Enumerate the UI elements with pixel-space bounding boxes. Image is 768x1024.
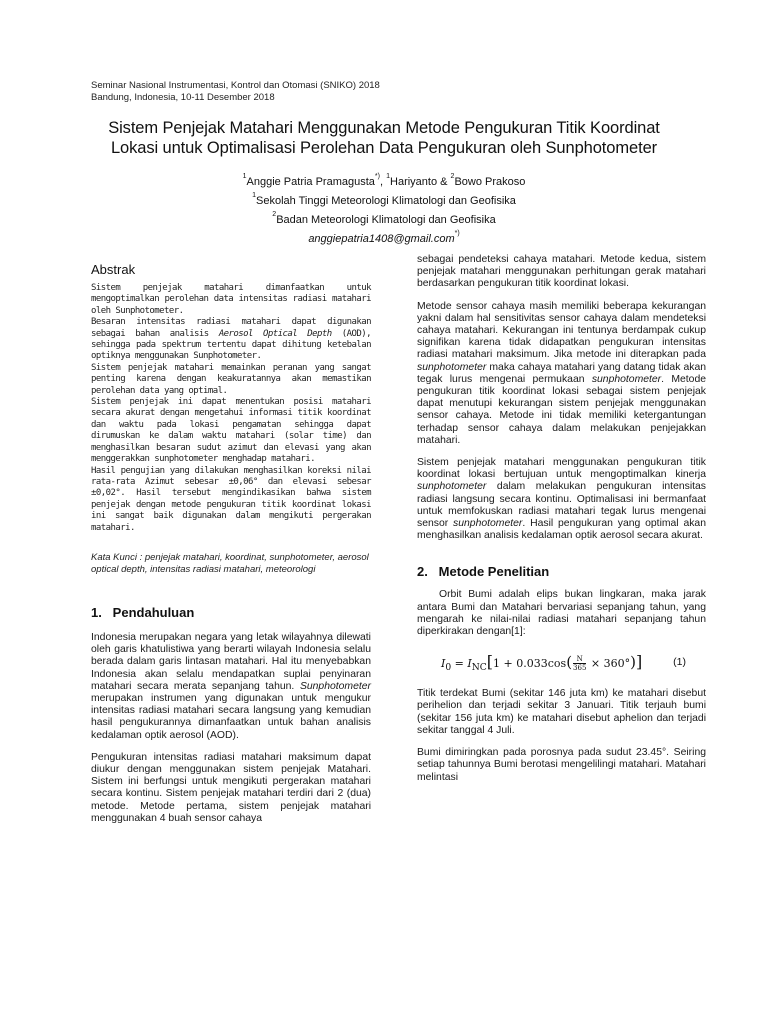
author-separator: ,: [379, 176, 387, 188]
keywords: Kata Kunci : penjejak matahari, koordinat, sunphotometer, aerosol optical depth, intensitas radiasi matahari, meteorologi: [91, 551, 369, 576]
abstract-paragraph: [91, 317, 371, 363]
left-column: [91, 262, 371, 835]
eq-paren: (: [566, 652, 573, 671]
paper-title: [70, 118, 698, 158]
body-emphasis: sunphotometer: [453, 518, 523, 530]
abstract-paragraph: Sistem penjejak matahari dimanfaatkan untuk mengoptimalkan perolehan data intensitas radiasi matahari oleh Sunphotometer.: [91, 283, 371, 316]
author-list: [0, 173, 768, 192]
conference-header: [91, 80, 380, 104]
eq-term: × 360°: [587, 656, 631, 670]
email-line: [0, 230, 768, 249]
author-email[interactable]: anggiepatria1408@gmail.com: [308, 233, 455, 245]
equation-number: (1): [673, 656, 686, 669]
body-paragraph: Titik terdekat Bumi (sekitar 146 juta km) ke matahari disebut perihelion dan terjadi sekitar 3 Januari. Titik terjauh bumi (sekitar 156 juta km) ke matahari disebut aphelion dan terjadi sekitar tanggal 4 Juli.: [417, 688, 706, 736]
body-text: Indonesia merupakan negara yang letak wilayahnya dilewati oleh garis khatulistiwa yang berarti wilayah Indonesia selalu berada dalam garis lintasan matahari. Hal itu menyebabkan Indonesia akan selalu mendapatkan suplai penyinaran matahari secara merata sepanjang tahun.: [91, 631, 371, 692]
body-paragraph: Orbit Bumi adalah elips bukan lingkaran, maka jarak antara Bumi dan Matahari bervariasi sepanjang tahun, yang mengarah ke nilai-nilai radiasi matahari sepanjang tahun diperkirakan dengan[1]:: [417, 589, 706, 638]
affiliation-2: [0, 211, 768, 230]
paper-title-line-1: Sistem Penjejak Matahari Menggunakan Metode Pengukuran Titik Koordinat: [108, 119, 660, 137]
author-block: [0, 173, 768, 249]
eq-operator: =: [451, 656, 468, 670]
body-emphasis: Sunphotometer: [299, 680, 371, 692]
abstract-paragraph: Hasil pengujian yang dilakukan menghasilkan koreksi nilai rata-rata Azimut sebesar ±0,06° dan elevasi sebesar ±0,02°. Hasil tersebut mengindikasikan bahwa sistem penjejak dengan metode pengukuran titik koordinat lokasi ini sangat baik digunakan dalam mengikuti pergerakan matahari.: [91, 465, 371, 533]
body-paragraph: sebagai pendeteksi cahaya matahari. Metode kedua, sistem penjejak matahari menggunakan perhitungan gerak matahari berdasarkan pengukuran titik koordinat lokasi.: [417, 254, 706, 290]
eq-subscript: 0: [445, 661, 452, 673]
body-text: . Hasil pengukuran yang optimal akan menghasilkan analisis kedalaman optik aerosol secara akurat.: [417, 518, 706, 542]
right-column: [417, 254, 706, 794]
body-text: . Metode pengukuran titik koordinat lokasi sebagai sistem penjejak dapat menutupi kekurangan sistem penjejak menggunakan sensor cahaya. Metode ini tidak memiliki ketergantungan terhadap sensor cahaya dalam melakukan penjejakkan matahari.: [417, 373, 706, 446]
body-paragraph: Bumi dimiringkan pada porosnya pada sudut 23.45°. Seiring setiap tahunnya Bumi berotasi mengelilingi matahari. Matahari melintasi: [417, 747, 706, 783]
eq-symbol: I: [467, 656, 472, 670]
corresponding-marker: *): [454, 230, 460, 237]
eq-subscript: NC: [471, 661, 487, 673]
eq-fraction-numerator: N: [573, 655, 586, 664]
body-paragraph: Pengukuran intensitas radiasi matahari maksimum dapat diukur dengan menggunakan sistem penjejak Matahari. Sistem ini berfungsi untuk mengikuti pergerakan matahari secara kontinu. Sistem penjejak matahari terdiri dari 2 (dua) metode. Metode pertama, sistem penjejak matahari menggunakan 4 buah sensor cahaya: [91, 751, 371, 824]
affiliation-marker: 1: [242, 173, 247, 180]
abstract-emphasis: Aerosol Optical Depth: [218, 328, 332, 339]
body-text: Metode sensor cahaya masih memiliki beberapa kekurangan yakni dalam hal sensitivitas sensor cahaya dalam mendeteksi cahaya matahari. Kekurangan ini tentunya berdampak cukup signifikan karena tidak didapatkan pengukuran intensitas radiasi matahari maksimum. Jika metode ini diterapkan pada: [417, 300, 706, 361]
abstract-text: (AOD), sehingga pada spektrum tertentu dapat dihitung ketebalan optiknya menggunakan Sunphotometer.: [91, 328, 371, 362]
eq-paren: ): [630, 652, 636, 671]
eq-bracket: [: [486, 651, 494, 671]
conference-location-date: Bandung, Indonesia, 10-11 Desember 2018: [91, 92, 275, 103]
equation-1: [417, 648, 706, 676]
abstract-text: Besaran intensitas radiasi matahari dapat digunakan sebagai bahan analisis: [91, 317, 371, 339]
author-name: Bowo Prakoso: [454, 176, 526, 188]
paper-title-line-2: Lokasi untuk Optimalisasi Perolehan Data Pengukuran oleh Sunphotometer: [110, 139, 658, 157]
section-heading-methods: 2. Metode Penelitian: [417, 564, 550, 580]
body-emphasis: sunphotometer: [417, 361, 487, 373]
body-text: dalam melakukan pengukuran intensitas radiasi langsung secara kontinu. Optimalisasi ini bermanfaat untuk memfokuskan radiasi matahari tegak lurus mengenai sensor: [417, 481, 706, 530]
affiliation-marker: 1: [252, 192, 257, 199]
abstract-paragraph: Sistem penjejak ini dapat menentukan posisi matahari secara akurat dengan mengetahui informasi titik koordinat dan waktu pada lokasi pengamatan sehingga dapat dirumuskan ke dalam waktu matahari (solar time) dan menghasilkan besaran sudut azimut dan elevasi yang akan menggerakkan sunphotometer menghadap matahari.: [91, 397, 371, 465]
author-name: Hariyanto &: [390, 176, 451, 188]
author-name: Anggie Patria Pramagusta: [246, 176, 375, 188]
body-paragraph: [417, 457, 706, 542]
eq-symbol: I: [441, 656, 446, 670]
eq-bracket: ]: [636, 651, 643, 671]
affiliation-1: [0, 192, 768, 211]
affiliation-marker: 2: [450, 173, 455, 180]
body-text: maka cahaya matahari yang datang tidak akan tegak lurus mengenai permukaan: [417, 361, 706, 385]
eq-fraction: [573, 655, 586, 672]
section-heading-introduction: 1. Pendahuluan: [91, 604, 195, 620]
eq-term: 1 + 0.033cos: [493, 656, 567, 670]
body-paragraph: [417, 301, 706, 447]
body-emphasis: sunphotometer: [591, 373, 662, 385]
body-text: merupakan instrumen yang digunakan untuk mengukur intensitas radiasi matahari secara langsung yang kemudian hasil pengukurannya dimanfaatkan untuk bahan analisis kedalaman optik aerosol (AOD).: [91, 692, 371, 741]
equation-formula: [417, 652, 642, 673]
affiliation-name: Sekolah Tinggi Meteorologi Klimatologi dan Geofisika: [256, 195, 516, 207]
abstract-heading: Abstrak: [91, 262, 136, 277]
conference-name: Seminar Nasional Instrumentasi, Kontrol dan Otomasi (SNIKO) 2018: [91, 80, 380, 91]
abstract-body: [91, 283, 371, 534]
abstract-paragraph: Sistem penjejak matahari memainkan peranan yang sangat penting karena dengan keakuratannya akan memastikan perolehan data yang optimal.: [91, 362, 371, 396]
affiliation-name: Badan Meteorologi Klimatologi dan Geofisika: [276, 214, 496, 226]
affiliation-marker: 2: [272, 211, 277, 218]
body-text: Sistem penjejak matahari menggunakan pengukuran titik koordinat lokasi bertujuan untuk mengoptimalkan kinerja: [417, 457, 706, 481]
affiliation-marker: 1: [386, 173, 391, 180]
eq-fraction-denominator: 365: [573, 664, 587, 673]
body-emphasis: sunphotometer: [417, 481, 487, 493]
corresponding-marker: *): [374, 173, 380, 180]
body-paragraph: [91, 632, 371, 742]
